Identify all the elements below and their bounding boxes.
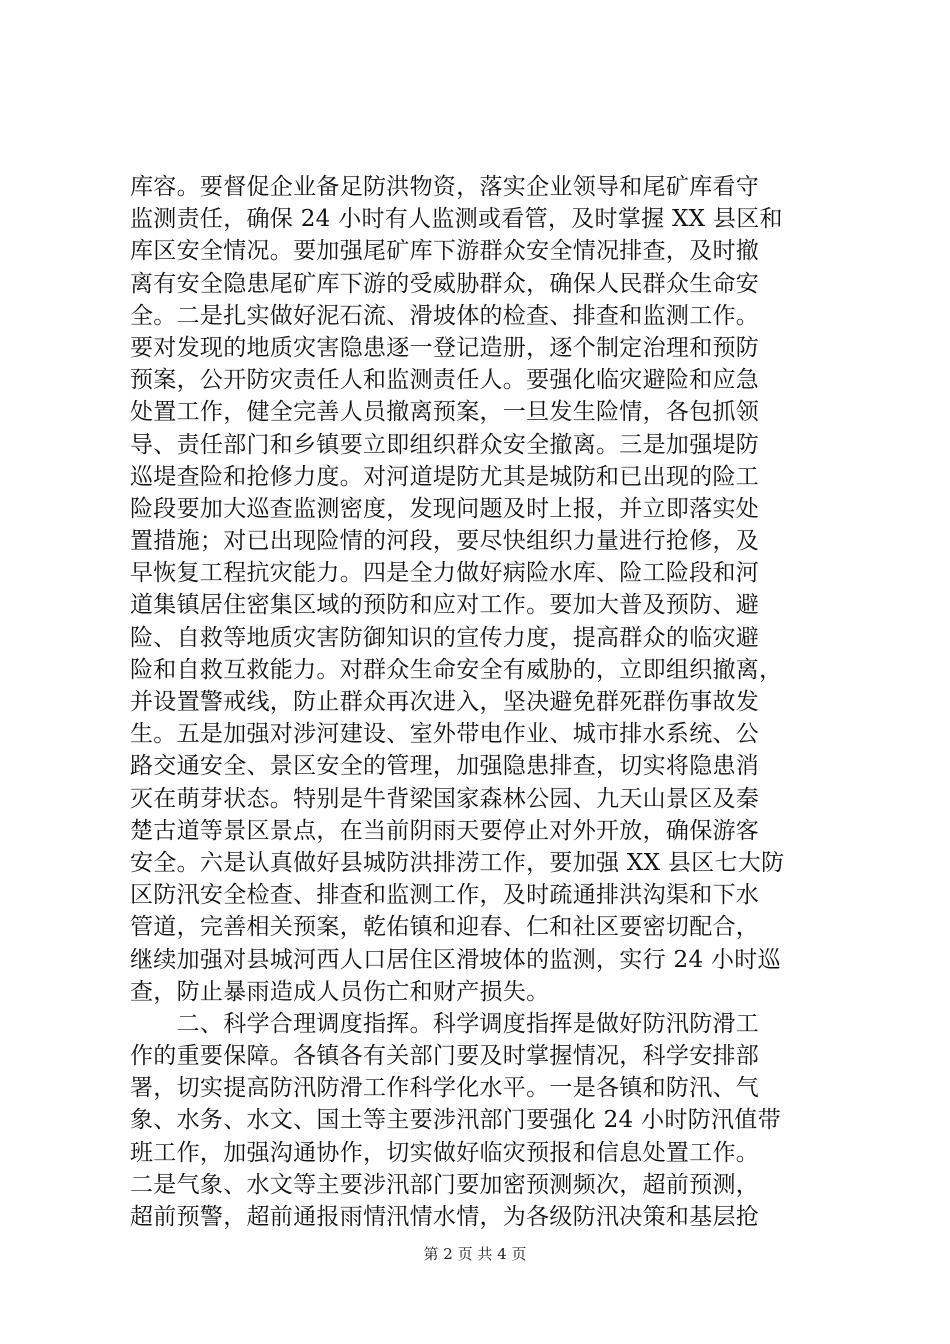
text-line: 安全。六是认真做好县城防洪排涝工作，要加强 XX 县区七大防 [130,849,785,876]
text-line: 处置工作，健全完善人员撤离预案，一旦发生险情，各包抓领 [130,399,760,426]
text-line: 库区安全情况。要加强尾矿库下游群众安全情况排查，及时撤 [130,238,760,265]
text-line: 置措施；对已出现险情的河段，要尽快组织力量进行抢修，及 [130,528,760,555]
text-line: 险和自救互救能力。对群众生命安全有威胁的，立即组织撤离， [130,656,783,683]
text-line: 象、水务、水文、国土等主要涉汛部门要强化 24 小时防汛值带 [130,1107,781,1134]
text-line: 道集镇居住密集区域的预防和应对工作。要加大普及预防、避 [130,592,760,619]
text-line: 离有安全隐患尾矿库下游的受威胁群众，确保人民群众生命安 [130,270,760,297]
text-line: 署，切实提高防汛防滑工作科学化水平。一是各镇和防汛、气 [130,1075,760,1102]
text-line: 导、责任部门和乡镇要立即组织群众安全撤离。三是加强堤防 [130,431,760,458]
text-line: 灭在萌芽状态。特别是牛背梁国家森林公园、九天山景区及秦 [130,785,760,812]
text-line: 路交通安全、景区安全的管理，加强隐患排查，切实将隐患消 [130,753,760,780]
text-line: 全。二是扎实做好泥石流、滑坡体的检查、排查和监测工作。 [130,302,760,329]
text-line: 二、科学合理调度指挥。科学调度指挥是做好防汛防滑工 [130,1010,760,1037]
text-line: 监测责任，确保 24 小时有人监测或看管，及时掌握 XX 县区和 [130,206,783,233]
text-line: 要对发现的地质灾害隐患逐一登记造册，逐个制定治理和预防 [130,334,760,361]
text-line: 区防汛安全检查、排查和监测工作，及时疏通排洪沟渠和下水 [130,882,760,909]
text-line: 库容。要督促企业备足防洪物资，落实企业领导和尾矿库看守 [130,174,760,200]
text-line: 继续加强对县城河西人口居住区滑坡体的监测，实行 24 小时巡 [130,946,781,973]
text-line: 作的重要保障。各镇各有关部门要及时掌握情况，科学安排部 [130,1043,760,1070]
page-footer: 第 2 页 共 4 页 [423,1245,527,1263]
text-line: 二是气象、水文等主要涉汛部门要加密预测频次，超前预测， [130,1171,760,1198]
text-line: 早恢复工程抗灾能力。四是全力做好病险水库、险工险段和河 [130,560,760,587]
text-line: 巡堤查险和抢修力度。对河道堤防尤其是城防和已出现的险工 [130,463,760,490]
text-line: 查，防止暴雨造成人员伤亡和财产损失。 [130,978,550,1005]
text-line: 管道，完善相关预案，乾佑镇和迎春、仁和社区要密切配合， [130,914,760,941]
text-line: 楚古道等景区景点，在当前阴雨天要停止对外开放，确保游客 [130,817,760,844]
text-line: 险段要加大巡查监测密度，发现问题及时上报，并立即落实处 [130,495,760,522]
text-line: 班工作，加强沟通协作，切实做好临灾预报和信息处置工作。 [130,1139,760,1166]
text-line: 生。五是加强对涉河建设、室外带电作业、城市排水系统、公 [130,721,760,748]
body-text [130,171,830,1233]
text-line: 险、自救等地质灾害防御知识的宣传力度，提高群众的临灾避 [130,624,760,651]
text-line: 预案，公开防灾责任人和监测责任人。要强化临灾避险和应急 [130,367,760,394]
text-line: 超前预警，超前通报雨情汛情水情，为各级防汛决策和基层抢 [130,1204,760,1230]
text-line: 并设置警戒线，防止群众再次进入，坚决避免群死群伤事故发 [130,689,760,715]
